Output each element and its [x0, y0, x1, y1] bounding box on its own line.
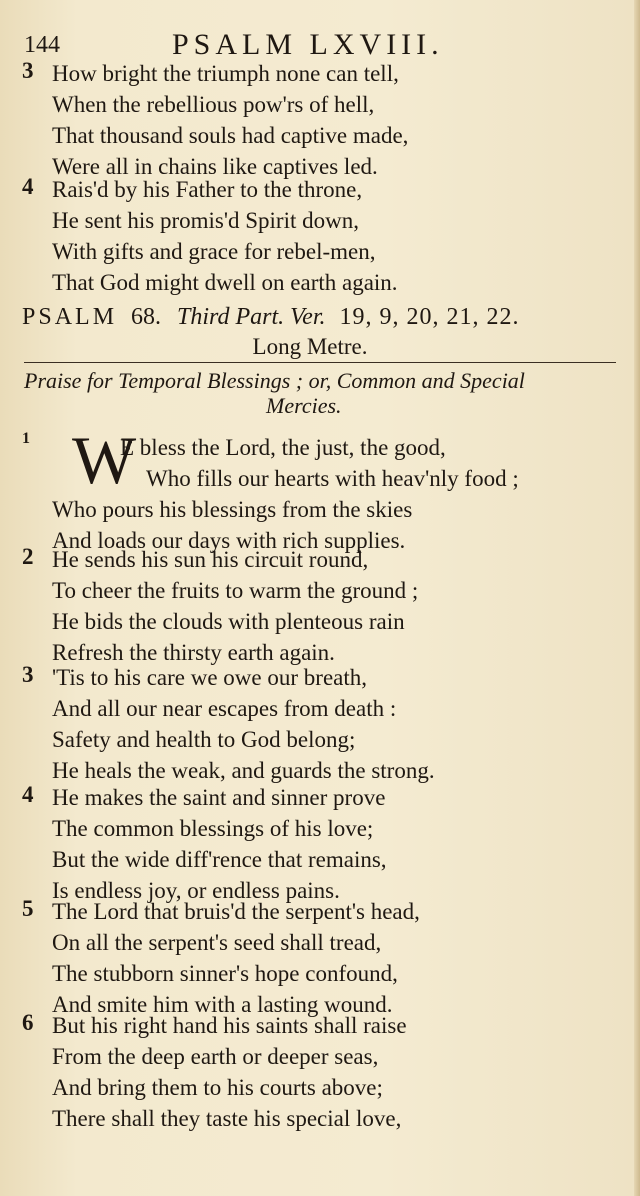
stanza-prev-4	[22, 174, 622, 298]
part-subtitle	[24, 368, 634, 418]
verse-line: When the rebellious pow'rs of hell,	[52, 92, 375, 117]
verse-line: Rais'd by his Father to the throne,	[52, 177, 363, 202]
verse-line: The Lord that bruis'd the serpent's head,	[52, 899, 420, 924]
stanza-number: 1	[22, 430, 30, 447]
verse-line: He heals the weak, and guards the strong.	[52, 758, 435, 783]
verse-line: Is endless joy, or endless pains.	[52, 878, 340, 903]
stanza-number: 3	[22, 58, 34, 83]
part-heading-part: Third Part. Ver.	[177, 304, 326, 330]
stanza-5	[22, 896, 622, 1020]
verse-line: Refresh the thirsty earth again.	[52, 640, 335, 665]
stanza-prev-3	[22, 58, 622, 182]
stanza-2	[22, 544, 622, 668]
drop-cap: W	[72, 422, 137, 498]
verse-line: E bless the Lord, the just, the good,	[120, 435, 446, 460]
stanza-1	[22, 422, 622, 556]
verse-line: That God might dwell on earth again.	[52, 270, 398, 295]
page-number: 144	[24, 32, 60, 58]
verse-line: To cheer the fruits to warm the ground ;	[52, 578, 419, 603]
part-heading-number: 68.	[131, 304, 162, 330]
stanza-number: 4	[22, 782, 34, 807]
metre-label: Long Metre.	[252, 334, 368, 359]
verse-line: That thousand souls had captive made,	[52, 123, 409, 148]
subtitle-line-2: Mercies.	[266, 393, 342, 418]
verse-line: He makes the saint and sinner prove	[52, 785, 386, 810]
stanza-number: 6	[22, 1010, 34, 1035]
part-heading-verses: 19, 9, 20, 21, 22.	[339, 304, 520, 330]
verse-line: And bring them to his courts above;	[52, 1075, 383, 1100]
verse-line: The stubborn sinner's hope confound,	[52, 961, 398, 986]
verse-line: 'Tis to his care we owe our breath,	[52, 665, 368, 690]
verse-line: On all the serpent's seed shall tread,	[52, 930, 382, 955]
verse-line: He bids the clouds with plenteous rain	[52, 609, 405, 634]
subtitle-line-1: Praise for Temporal Blessings ; or, Common and Special	[24, 368, 525, 393]
verse-line: He sends his sun his circuit round,	[52, 547, 369, 572]
verse-line: He sent his promis'd Spirit down,	[52, 208, 359, 233]
verse-line: From the deep earth or deeper seas,	[52, 1044, 379, 1069]
verse-line: But his right hand his saints shall raise	[52, 1013, 407, 1038]
verse-line: And smite him with a lasting wound.	[52, 992, 393, 1017]
verse-line: Were all in chains like captives led.	[52, 154, 378, 179]
verse-line: But the wide diff'rence that remains,	[52, 847, 387, 872]
verse-line: Who fills our hearts with heav'nly food ;	[146, 466, 519, 491]
stanza-number: 2	[22, 544, 34, 569]
stanza-number: 5	[22, 896, 34, 921]
stanza-4	[22, 782, 622, 906]
verse-line: And loads our days with rich supplies.	[52, 528, 406, 553]
stanza-6	[22, 1010, 622, 1134]
page-edge	[634, 0, 640, 1196]
verse-line: There shall they taste his special love,	[52, 1106, 402, 1131]
running-title: PSALM LXVIII.	[172, 28, 444, 61]
verse-line: Who pours his blessings from the skies	[52, 497, 413, 522]
verse-line: With gifts and grace for rebel-men,	[52, 239, 376, 264]
verse-line: How bright the triumph none can tell,	[52, 61, 399, 86]
verse-line: Safety and health to God belong;	[52, 727, 356, 752]
stanza-number: 4	[22, 174, 34, 199]
stanza-number: 3	[22, 662, 34, 687]
part-heading	[22, 304, 622, 336]
stanza-3	[22, 662, 622, 786]
divider	[24, 362, 616, 363]
verse-line: And all our near escapes from death :	[52, 696, 397, 721]
verse-line: The common blessings of his love;	[52, 816, 374, 841]
part-heading-psalm: PSALM	[22, 304, 118, 330]
